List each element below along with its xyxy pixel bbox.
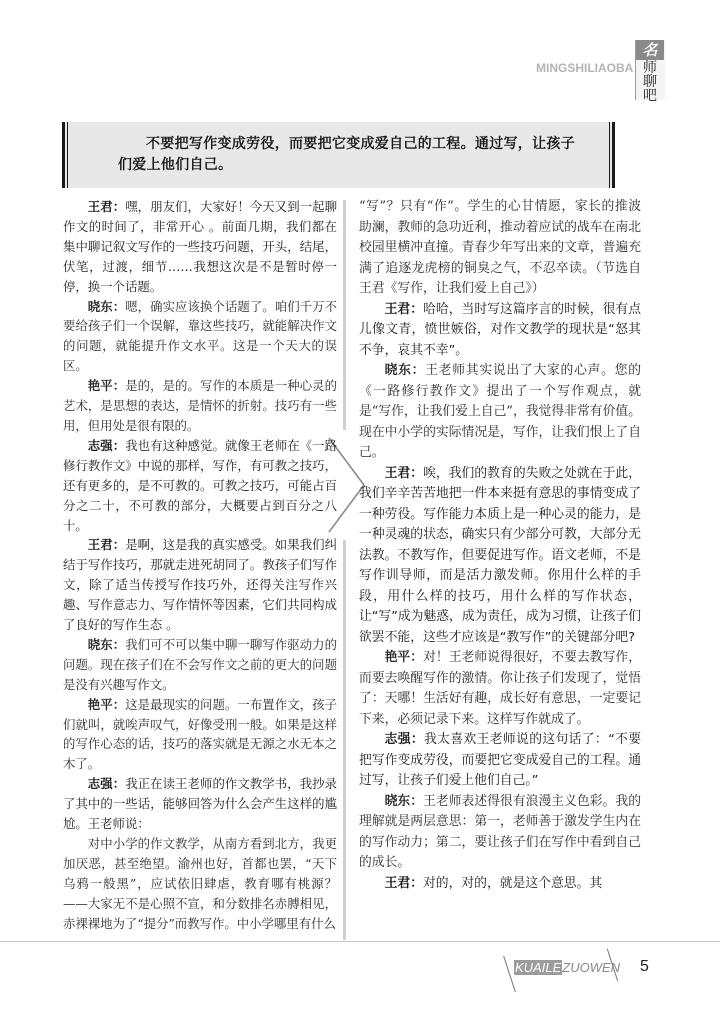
- dialogue-paragraph: [63, 535, 337, 635]
- dialogue-text: 唉，我们的教育的失败之处就在于此，我们辛辛苦苦地把一件本来挺有意思的事情变成了一种劳役。写作能力本质上是一种心灵的能力，是一种灵魂的状态，确实只有少部分可教，大部分无法教。不教写作，但要促进写作。语文老师，不是写作训导师，而是活力激发师。你用什么样的手段，用什么样的技巧，用什么样的写作状态，让“写”成为魅惑，成为责任，成为习惯，让孩子们欲罢不能，这些才应该是“教写作”的关键部分吧?: [359, 465, 642, 645]
- section-title-char: 师: [643, 60, 657, 76]
- dialogue-text: 我也有这种感觉。就像王老师在《一路修行教作文》中说的那样，写作，有可教之技巧，还有更多的，是不可教的。可教之技巧，可能占百分之二十，不可教的部分，大概要占到百分之八十。: [63, 437, 338, 533]
- magazine-logo-highlight: KUAILE: [515, 960, 562, 975]
- article-column-right: [359, 197, 641, 894]
- dialogue-paragraph: [359, 300, 641, 362]
- dialogue-text: 对的，对的，就是这个意思。其: [422, 875, 603, 891]
- dialogue-text: 对中小学的作文教学，从南方看到北方，我更加厌恶，甚至绝望。渝州也好，首都也罢，“天下乌鸦一般黑”，应试依旧肆虐，教育哪有桃源？——大家无不是心照不宣，和分数排名赤膊相见，赤裸裸地为了“提分”而教写作。中小学哪里有什么: [63, 836, 337, 931]
- magazine-logo: [514, 960, 620, 975]
- section-mark: 名: [636, 40, 664, 60]
- banner-border-right-thin: [609, 122, 610, 188]
- footer-rule: [0, 941, 720, 942]
- speaker-name: 晓东：: [384, 793, 424, 809]
- section-pinyin: MINGSHILIAOBA: [536, 61, 634, 75]
- speaker-name: 王君：: [384, 301, 424, 317]
- dialogue-paragraph: [63, 834, 337, 934]
- section-title: [638, 61, 662, 103]
- dialogue-paragraph: [359, 874, 641, 895]
- speaker-name: 艳平：: [87, 696, 126, 712]
- dialogue-text: 是的，是的。写作的本质是一种心灵的艺术，是思想的表达，是情怀的折射。技巧有一些用，但用处是很有限的。: [63, 378, 338, 433]
- dialogue-text: 对！王老师说得很好，不要去教写作，而要去唤醒写作的激情。你让孩子们发现了，觉悟了：天哪！生活好有趣，成长好有意思，一定要记下来，必须记录下来。这样写作就成了。: [359, 650, 642, 727]
- speaker-name: 晓东：: [384, 363, 426, 378]
- dialogue-text: 我们可不可以集中聊一聊写作驱动力的问题。现在孩子们在不会写作文之前的更大的问题是没有兴趣写作文。: [63, 636, 338, 692]
- speaker-name: 志强：: [384, 732, 425, 747]
- dialogue-paragraph: [63, 695, 337, 775]
- speaker-name: 王君：: [87, 199, 126, 214]
- dialogue-text: 嘿，朋友们，大家好！今天又到一起聊作文的时间了，非常开心 。前面几期，我们都在集中聊记叙文写作的一些技巧问题，开头，结尾，伏笔，过渡，细节……我想这次是不是暂时停一停，换一个话题。: [63, 199, 338, 294]
- article-column-left: [63, 197, 337, 934]
- dialogue-paragraph: [63, 635, 337, 695]
- speaker-name: 艳平：: [87, 378, 126, 394]
- dialogue-text: 我太喜欢王老师说的这句话了：“不要把写作变成劳役，而要把它变成爱自己的工程。通过写，让孩子们爱上他们自己。”: [359, 732, 641, 788]
- speaker-name: 艳平：: [384, 650, 424, 665]
- dialogue-paragraph: [359, 730, 641, 792]
- dialogue-paragraph: [359, 792, 641, 874]
- dialogue-paragraph: [359, 197, 641, 300]
- dialogue-paragraph: [359, 464, 641, 649]
- speaker-name: 王君：: [384, 875, 423, 891]
- dialogue-text: 是啊，这是我的真实感受。如果我们纠结于写作技巧，那就走进死胡同了。教孩子们写作文，除了适当传授写作技巧外，还得关注写作兴趣、写作意志力、写作情怀等因素，它们共同构成了良好的写作生态 。: [63, 537, 338, 633]
- speaker-name: 王君：: [384, 465, 424, 481]
- dialogue-paragraph: [359, 648, 641, 730]
- magazine-logo-rest: ZUOWEN: [562, 960, 621, 975]
- section-title-char: 聊: [643, 74, 657, 90]
- dialogue-paragraph: [63, 297, 337, 377]
- dialogue-text: 王老师表述得很有浪漫主义色彩。我的理解就是两层意思：第一，老师善于激发学生内在的写作动力；第二，要让孩子们在写作中看到自己的成长。: [359, 793, 642, 870]
- dialogue-paragraph: [63, 774, 337, 834]
- dialogue-paragraph: [63, 376, 337, 436]
- dialogue-paragraph: [63, 197, 337, 297]
- pull-quote-text: 不要把写作变成劳役，而要把它变成爱自己的工程。通过写，让孩子们爱上他们自己。: [118, 136, 575, 173]
- speaker-name: 王君：: [87, 537, 126, 553]
- section-title-char: 吧: [643, 88, 657, 104]
- dialogue-paragraph: [63, 436, 337, 536]
- column-divider: [343, 200, 346, 940]
- dialogue-paragraph: [359, 361, 641, 464]
- dialogue-text: 嗯，确实应该换个话题了。咱们千万不要给孩子们一个误解，靠这些技巧，就能解决作文的问题，就能提升作文水平。这是一个天大的误区。: [63, 298, 338, 374]
- dialogue-text: 这是最现实的问题。一布置作文，孩子们就叫，就唉声叹气，好像受刑一般。如果是这样的写作心态的话，技巧的落实就是无源之水无本之木了。: [63, 696, 338, 772]
- speaker-name: 志强：: [87, 776, 126, 792]
- speaker-name: 晓东：: [87, 298, 126, 314]
- banner-border-left: [62, 122, 65, 188]
- speaker-name: 晓东：: [87, 636, 126, 652]
- dialogue-text: 王老师其实说出了大家的心声。您的《一路修行教作文》提出了一个写作观点，就是“写作，让我们爱上自己”，我觉得非常有价值。现在中小学的实际情况是，写作，让我们恨上了自己。: [359, 363, 642, 460]
- dialogue-text: 我正在读王老师的作文教学书，我抄录了其中的一些话，能够回答为什么会产生这样的尴尬。王老师说：: [63, 776, 338, 832]
- banner-border-right: [612, 122, 615, 188]
- dialogue-text: 哈哈，当时写这篇序言的时候，很有点儿像文青，愤世嫉俗，对作文教学的现状是“怒其不争，哀其不幸”。: [359, 301, 642, 358]
- dialogue-text: “写”？只有“作”。学生的心甘情愿，家长的推波助澜，教师的急功近利，推动着应试的战车在南北校园里横冲直撞。青春少年写出来的文章，普遍充满了追逐龙虎榜的铜臭之气，不忍卒读。（节选自王君《写作，让我们爱上自己》）: [359, 199, 641, 296]
- banner-border-left-thin: [67, 122, 68, 188]
- speaker-name: 志强：: [87, 437, 126, 453]
- page-number: 5: [640, 958, 649, 975]
